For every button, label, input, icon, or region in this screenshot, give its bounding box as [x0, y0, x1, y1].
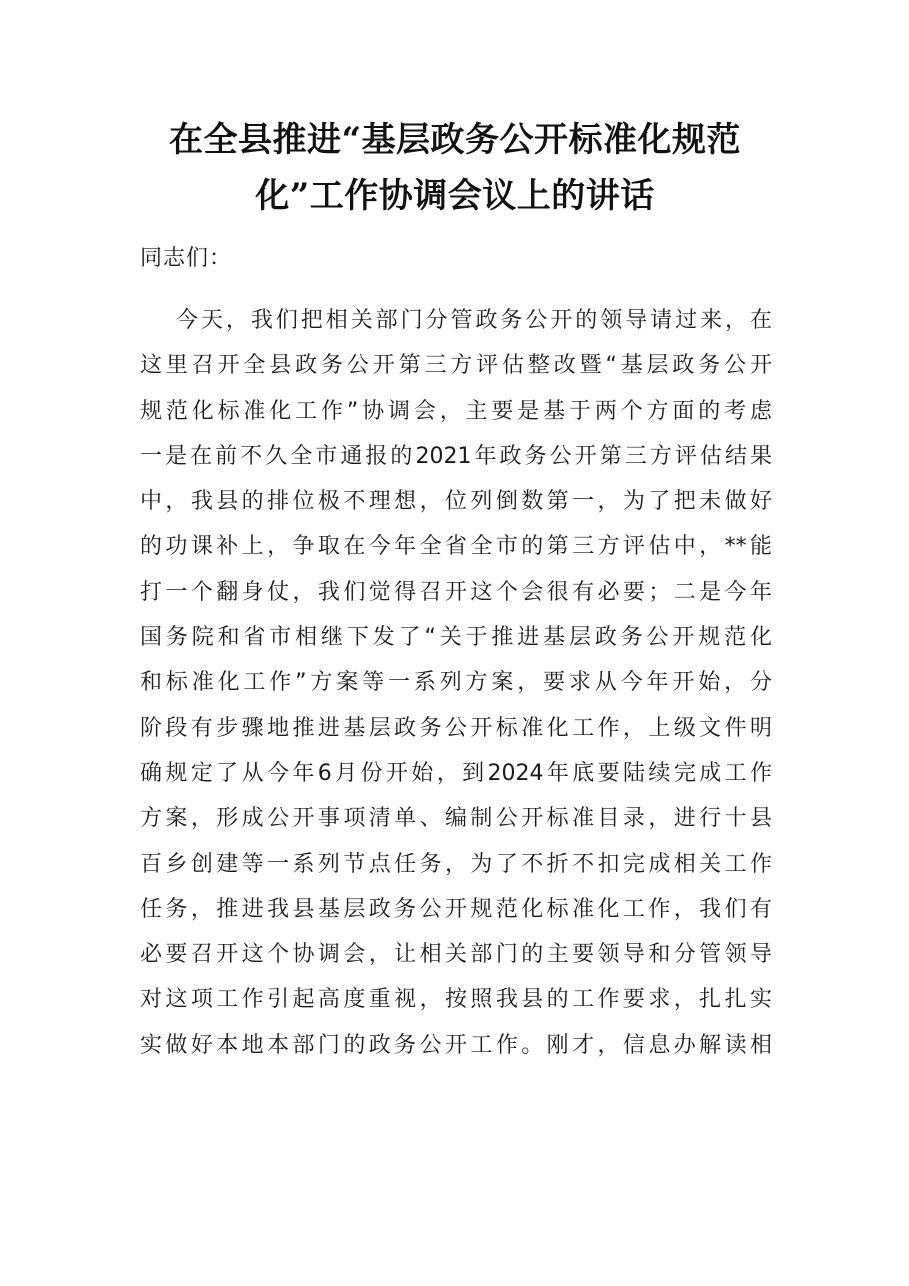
- body-line: 实做好本地本部门的政务公开工作。刚才，信息办解读相: [140, 1032, 772, 1058]
- body-line: 阶段有步骤地推进基层政务公开标准化工作，上级文件明: [140, 715, 772, 741]
- body-line: 方案，形成公开事项清单、编制公开标准目录，进行十县: [140, 806, 772, 832]
- document-title: [140, 112, 770, 224]
- body-line: 今天，我们把相关部门分管政务公开的领导请过来，在: [176, 308, 772, 333]
- body-line: 中，我县的排位极不理想，位列倒数第一，为了把未做好: [140, 489, 772, 515]
- body-line: 一是在前不久全市通报的2021年政务公开第三方评估结果: [140, 443, 772, 469]
- body-line: 确规定了从今年6月份开始，到2024年底要陆续完成工作: [140, 760, 772, 786]
- body-line: 必要召开这个协调会，让相关部门的主要领导和分管领导: [140, 942, 772, 968]
- body-line: 打一个翻身仗，我们觉得召开这个会很有必要；二是今年: [140, 579, 772, 605]
- body-line: 国务院和省市相继下发了“关于推进基层政务公开规范化: [140, 625, 772, 651]
- body-line: 和标准化工作”方案等一系列方案，要求从今年开始，分: [140, 670, 772, 696]
- title-line-1: 在全县推进“基层政务公开标准化规范: [168, 120, 742, 160]
- body-line: 的功课补上，争取在今年全省全市的第三方评估中，**能: [140, 534, 772, 560]
- salutation: 同志们：: [140, 246, 233, 271]
- body-line: 任务，推进我县基层政务公开规范化标准化工作，我们有: [140, 896, 772, 922]
- body-line: 对这项工作引起高度重视，按照我县的工作要求，扎扎实: [140, 987, 772, 1013]
- body-line: 百乡创建等一系列节点任务，为了不折不扣完成相关工作: [140, 851, 772, 877]
- body-line: 这里召开全县政务公开第三方评估整改暨“基层政务公开: [140, 353, 772, 379]
- title-line-2: 化”工作协调会议上的讲话: [255, 176, 655, 216]
- body-line: 规范化标准化工作”协调会，主要是基于两个方面的考虑: [140, 398, 772, 424]
- body-text: [140, 303, 772, 1073]
